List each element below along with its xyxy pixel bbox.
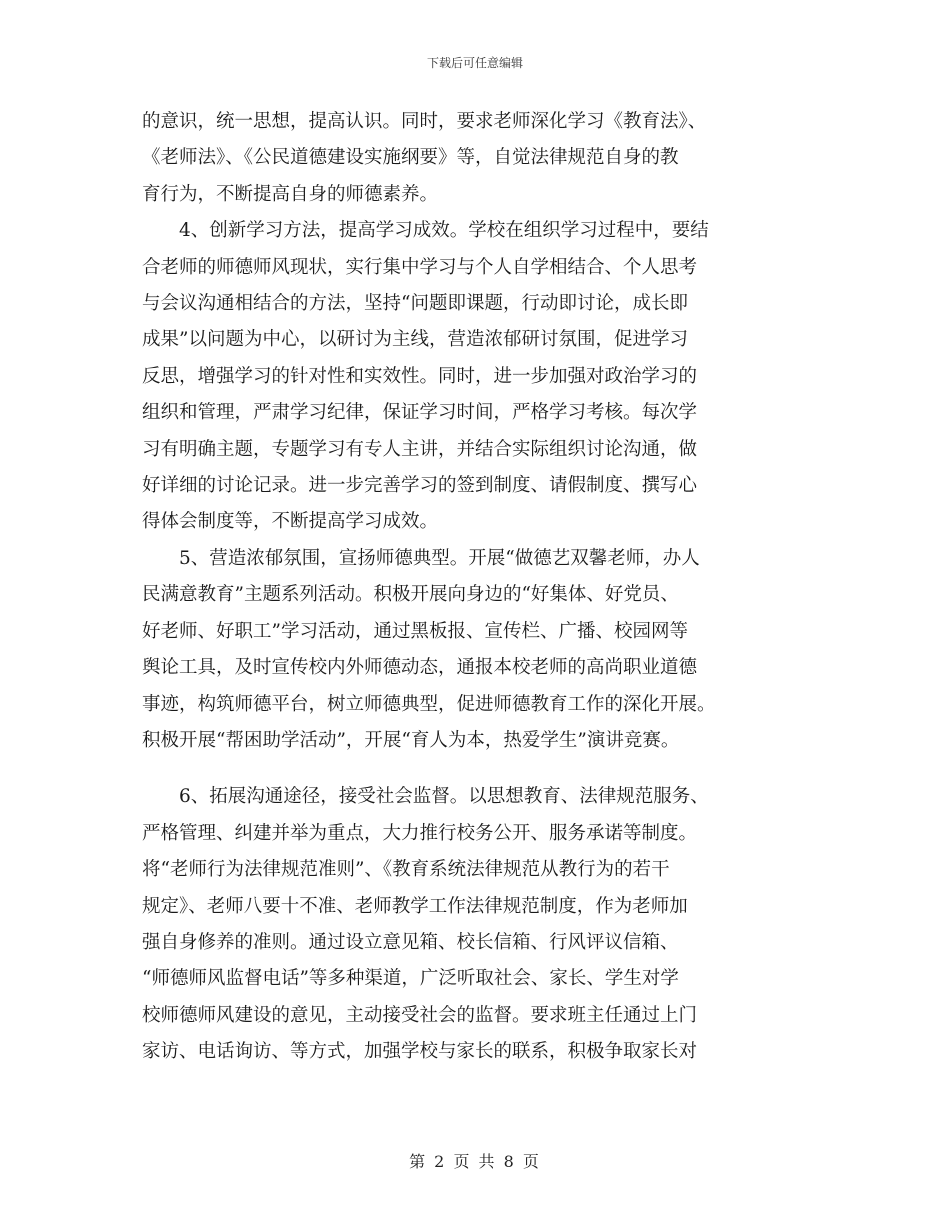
text-line: 合老师的师德师风现状，实行集中学习与个人自学相结合、个人思考 xyxy=(142,256,698,278)
text-line: 好详细的讨论记录。进一步完善学习的签到制度、请假制度、撰写心 xyxy=(142,475,698,497)
paragraph-3 xyxy=(142,541,808,759)
text-line: 将“老师行为法律规范准则”、《教育系统法律规范从教行为的若干 xyxy=(142,859,670,881)
text-line: 民满意教育”主题系列活动。积极开展向身边的“好集体、好党员、 xyxy=(142,584,679,606)
text-line: 家访、电话询访、等方式，加强学校与家长的联系，积极争取家长对 xyxy=(142,1041,698,1063)
text-line: 事迹，构筑师德平台，树立师德典型，促进师德教育工作的深化开展。 xyxy=(142,693,716,715)
document-body xyxy=(142,104,808,1071)
text-line: 好老师、好职工”学习活动，通过黑板报、宣传栏、广播、校园网等 xyxy=(142,620,688,642)
text-line: 4、创新学习方法，提高学习成效。学校在组织学习过程中，要结 xyxy=(179,220,709,242)
text-line: 强自身修养的准则。通过设立意见箱、校长信箱、行风评议信箱、 xyxy=(142,931,679,953)
text-line: 的意识，统一思想，提高认识。同时，要求老师深化学习《教育法》、 xyxy=(142,111,707,132)
page-footer: 第 2 页 共 8 页 xyxy=(409,1152,541,1171)
text-line: 严格管理、纠建并举为重点，大力推行校务公开、服务承诺等制度。 xyxy=(142,822,698,844)
paragraph-4 xyxy=(142,779,808,1070)
text-line: 成果”以问题为中心，以研讨为主线，营造浓郁研讨氛围，促进学习 xyxy=(142,329,688,351)
text-line: 校师德师风建设的意见，主动接受社会的监督。要求班主任通过上门 xyxy=(142,1004,698,1026)
text-line: 《老师法》、《公民道德建设实施纲要》等，自觉法律规范自身的教 xyxy=(142,147,679,169)
text-line: 得体会制度等，不断提高学习成效。 xyxy=(142,511,439,533)
text-line: 积极开展“帮困助学活动”，开展“育人为本，热爱学生”演讲竞赛。 xyxy=(142,729,680,751)
text-line: 与会议沟通相结合的方法，坚持“问题即课题，行动即讨论，成长即 xyxy=(142,293,688,315)
text-line: 反思，增强学习的针对性和实效性。同时，进一步加强对政治学习的 xyxy=(142,365,698,387)
paragraph-1 xyxy=(142,104,808,213)
paragraph-2 xyxy=(142,213,808,541)
text-line: 育行为，不断提高自身的师德素养。 xyxy=(142,183,439,205)
text-line: 5、营造浓郁氛围，宣扬师德典型。开展“做德艺双馨老师，办人 xyxy=(179,547,700,569)
text-line: 6、拓展沟通途径，接受社会监督。以思想教育、法律规范服务、 xyxy=(179,786,709,808)
text-line: 组织和管理，严肃学习纪律，保证学习时间，严格学习考核。每次学 xyxy=(142,402,698,424)
text-line: 规定》、老师八要十不准、老师教学工作法律规范制度，作为老师加 xyxy=(142,895,688,917)
page-header: 下载后可任意编辑 xyxy=(426,56,523,70)
text-line: “师德师风监督电话”等多种渠道，广泛听取社会、家长、学生对学 xyxy=(142,968,679,990)
paragraph-gap xyxy=(142,759,808,779)
text-line: 习有明确主题，专题学习有专人主讲，并结合实际组织讨论沟通，做 xyxy=(142,438,698,460)
text-line: 舆论工具，及时宣传校内外师德动态，通报本校老师的高尚职业道德 xyxy=(142,657,698,679)
